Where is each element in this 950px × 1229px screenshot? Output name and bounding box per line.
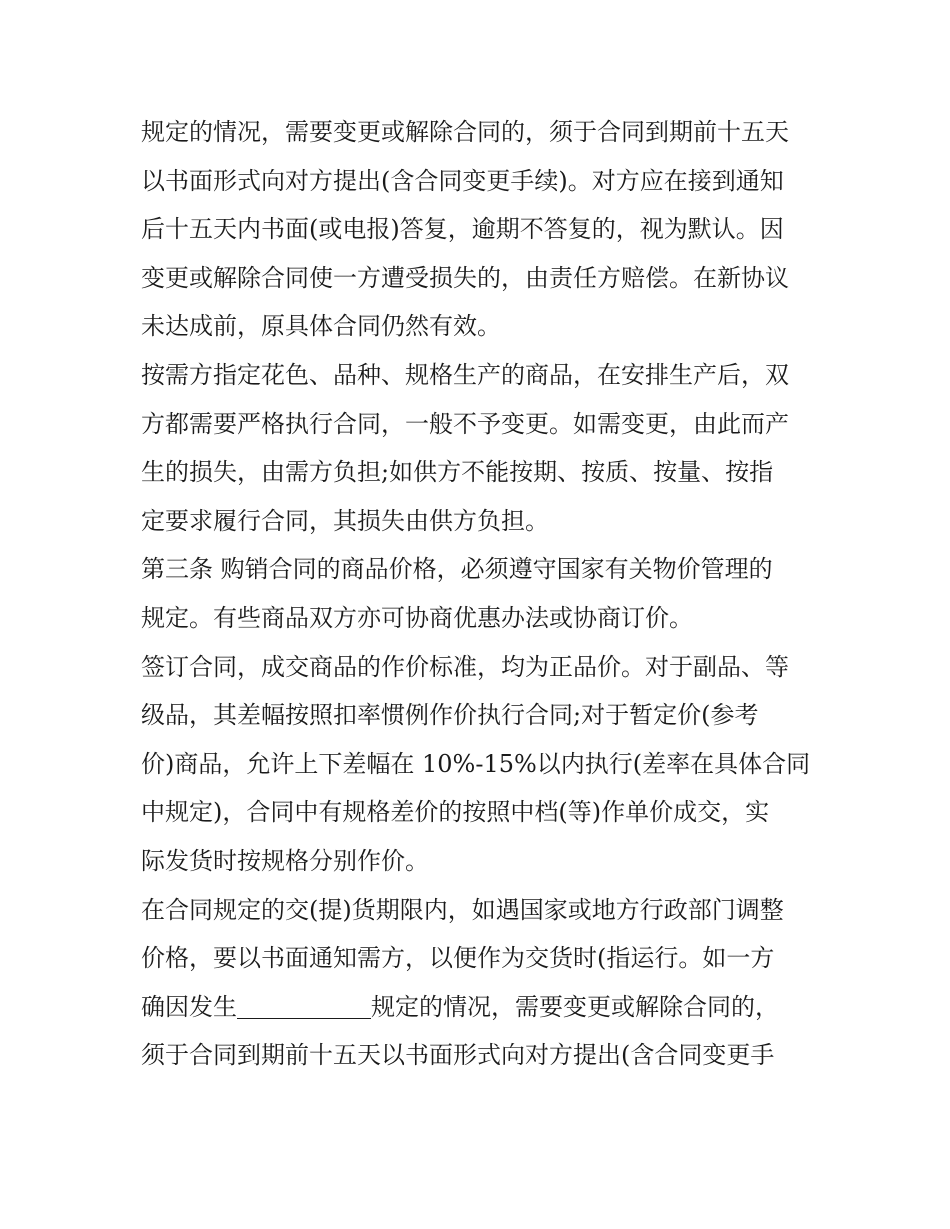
text-line: 价)商品，允许上下差幅在 10%-15%以内执行(差率在具体合同 xyxy=(141,749,811,778)
text-line: 未达成前，原具体合同仍然有效。 xyxy=(141,312,501,341)
text-line: 签订合同，成交商品的作价标准，均为正品价。对于副品、等 xyxy=(141,652,789,681)
text-line-with-blank xyxy=(141,983,821,1032)
fill-in-blank xyxy=(237,991,371,1019)
text-line: 按需方指定花色、品种、规格生产的商品，在安排生产后，双 xyxy=(141,360,789,389)
text-line: 价格，要以书面通知需方，以便作为交货时(指运行。如一方 xyxy=(141,944,775,973)
text-line: 中规定)，合同中有规格差价的按照中档(等)作单价成交，实 xyxy=(141,798,770,827)
text-line: 在合同规定的交(提)货期限内，如遇国家或地方行政部门调整 xyxy=(141,895,784,924)
text-segment: 规定的情况，需要变更或解除合同的， xyxy=(371,992,779,1021)
text-line: 第三条 购销合同的商品价格，必须遵守国家有关物价管理的 xyxy=(141,555,773,584)
text-line: 定要求履行合同，其损失由供方负担。 xyxy=(141,506,549,535)
text-line: 级品，其差幅按照扣率惯例作价执行合同;对于暂定价(参考 xyxy=(141,701,759,730)
text-segment: 确因发生 xyxy=(141,992,237,1021)
text-line: 规定的情况，需要变更或解除合同的，须于合同到期前十五天 xyxy=(141,118,789,146)
text-line: 规定。有些商品双方亦可协商优惠办法或协商订价。 xyxy=(141,603,693,632)
text-line: 后十五天内书面(或电报)答复，逾期不答复的，视为默认。因 xyxy=(141,215,784,244)
text-line: 以书面形式向对方提出(含合同变更手续)。对方应在接到通知 xyxy=(141,166,784,195)
text-line: 方都需要严格执行合同，一般不予变更。如需变更，由此而产 xyxy=(141,409,789,438)
text-line: 须于合同到期前十五天以书面形式向对方提出(含合同变更手 xyxy=(141,1041,775,1070)
text-line: 变更或解除合同使一方遭受损失的，由责任方赔偿。在新协议 xyxy=(141,263,789,292)
text-line: 际发货时按规格分别作价。 xyxy=(141,846,429,875)
text-line: 生的损失，由需方负担;如供方不能按期、按质、按量、按指 xyxy=(141,458,774,487)
document-body xyxy=(141,108,821,1080)
